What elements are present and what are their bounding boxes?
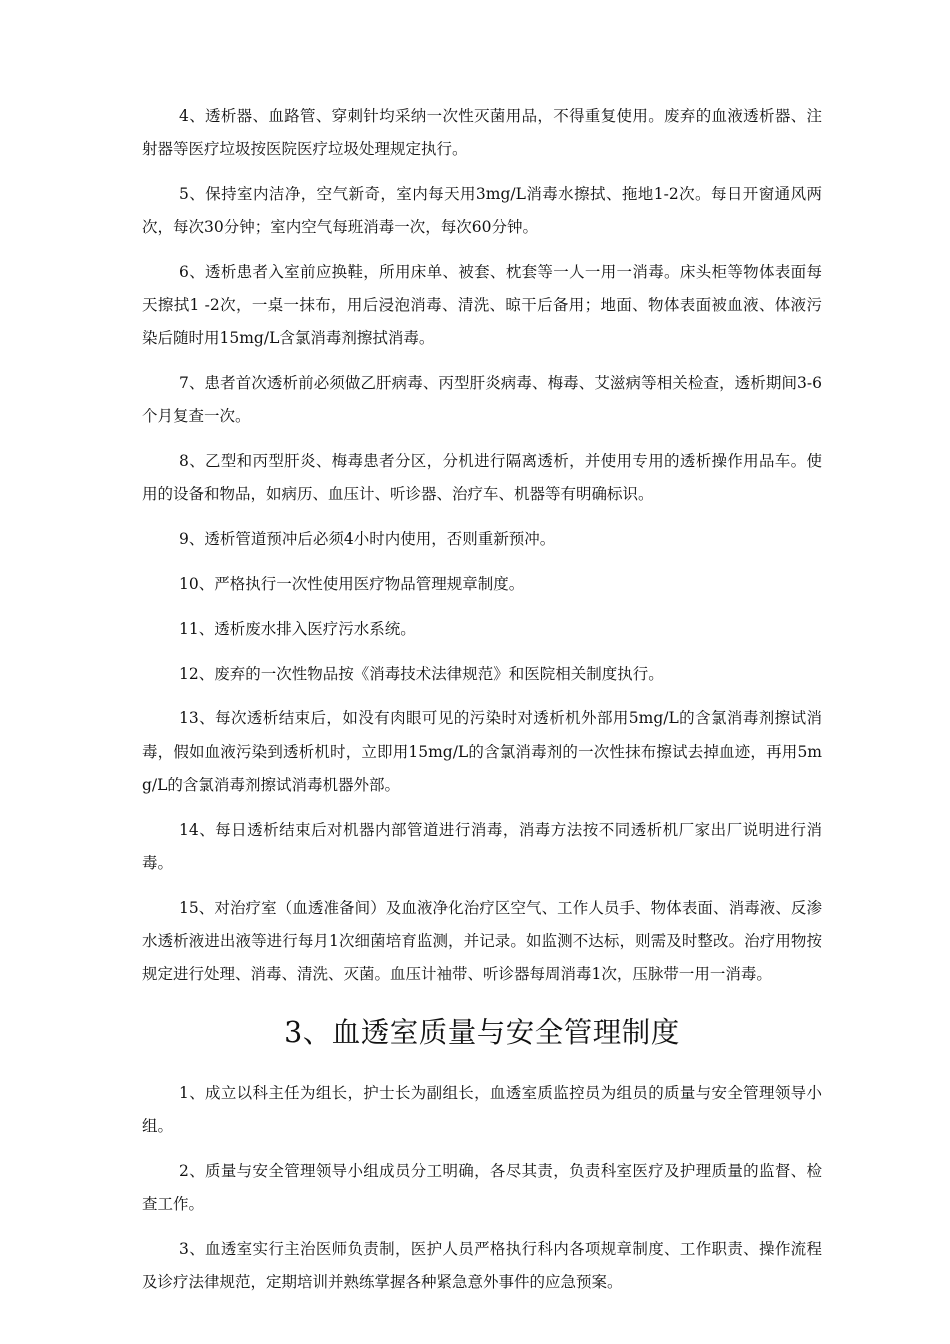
section-heading: 3、血透室质量与安全管理制度 [284, 1016, 680, 1050]
paragraph-item-13: 13、每次透析结束后，如没有肉眼可见的污染时对透析机外部用5mg/L的含氯消毒剂擦试消毒，假如血液污染到透析机时，立即用15mg/L的含氯消毒剂的一次性抹布擦试去掉血迹，再用5mg/L的含氯消毒剂擦试消毒机器外部。 [142, 709, 822, 794]
paragraph-item-14: 14、每日透析结束后对机器内部管道进行消毒，消毒方法按不同透析机厂家出厂说明进行消毒。 [142, 820, 822, 872]
paragraph-item-8: 8、乙型和丙型肝炎、梅毒患者分区，分机进行隔离透析，并使用专用的透析操作用品车。使用的设备和物品，如病历、血压计、听诊器、治疗车、机器等有明确标识。 [142, 452, 822, 504]
paragraph-item-7: 7、患者首次透析前必须做乙肝病毒、丙型肝炎病毒、梅毒、艾滋病等相关检查，透析期间3-6个月复查一次。 [142, 374, 822, 426]
paragraph-item-15: 15、对治疗室（血透准备间）及血液净化治疗区空气、工作人员手、物体表面、消毒液、反渗水透析液进出液等进行每月1次细菌培育监测，并记录。如监测不达标，则需及时整改。治疗用物按规定进行处理、消毒、清洗、灭菌。血压计袖带、听诊器每周消毒1次，压脉带一用一消毒。 [142, 898, 822, 983]
paragraph-item-5: 5、保持室内洁净，空气新奇，室内每天用3mg/L消毒水擦拭、拖地1-2次。每日开窗通风两次，每次30分钟；室内空气每班消毒一次，每次60分钟。 [142, 185, 822, 237]
paragraph-item-1: 1、成立以科主任为组长，护士长为副组长，血透室质监控员为组员的质量与安全管理领导小组。 [142, 1084, 822, 1136]
paragraph-item-3: 3、血透室实行主治医师负责制，医护人员严格执行科内各项规章制度、工作职责、操作流程及诊疗法律规范，定期培训并熟练掌握各种紧急意外事件的应急预案。 [142, 1240, 822, 1292]
paragraph-item-2: 2、质量与安全管理领导小组成员分工明确，各尽其责，负责科室医疗及护理质量的监督、检查工作。 [142, 1162, 822, 1214]
paragraph-item-10: 10、严格执行一次性使用医疗物品管理规章制度。 [179, 575, 525, 593]
paragraph-item-9: 9、透析管道预冲后必须4小时内使用，否则重新预冲。 [179, 530, 556, 549]
paragraph-item-12: 12、废弃的一次性物品按《消毒技术法律规范》和医院相关制度执行。 [179, 664, 664, 683]
paragraph-item-4: 4、透析器、血路管、穿刺针均采纳一次性灭菌用品，不得重复使用。废弃的血液透析器、注射器等医疗垃圾按医院医疗垃圾处理规定执行。 [142, 107, 822, 159]
document-page [142, 100, 822, 1311]
paragraph-item-6: 6、透析患者入室前应换鞋，所用床单、被套、枕套等一人一用一消毒。床头柜等物体表面每天擦拭1 -2次，一桌一抹布，用后浸泡消毒、清洗、晾干后备用；地面、物体表面被血液、体液污染后随时用15mg/L含氯消毒剂擦拭消毒。 [142, 263, 822, 348]
paragraph-item-11: 11、透析废水排入医疗污水系统。 [179, 619, 416, 638]
